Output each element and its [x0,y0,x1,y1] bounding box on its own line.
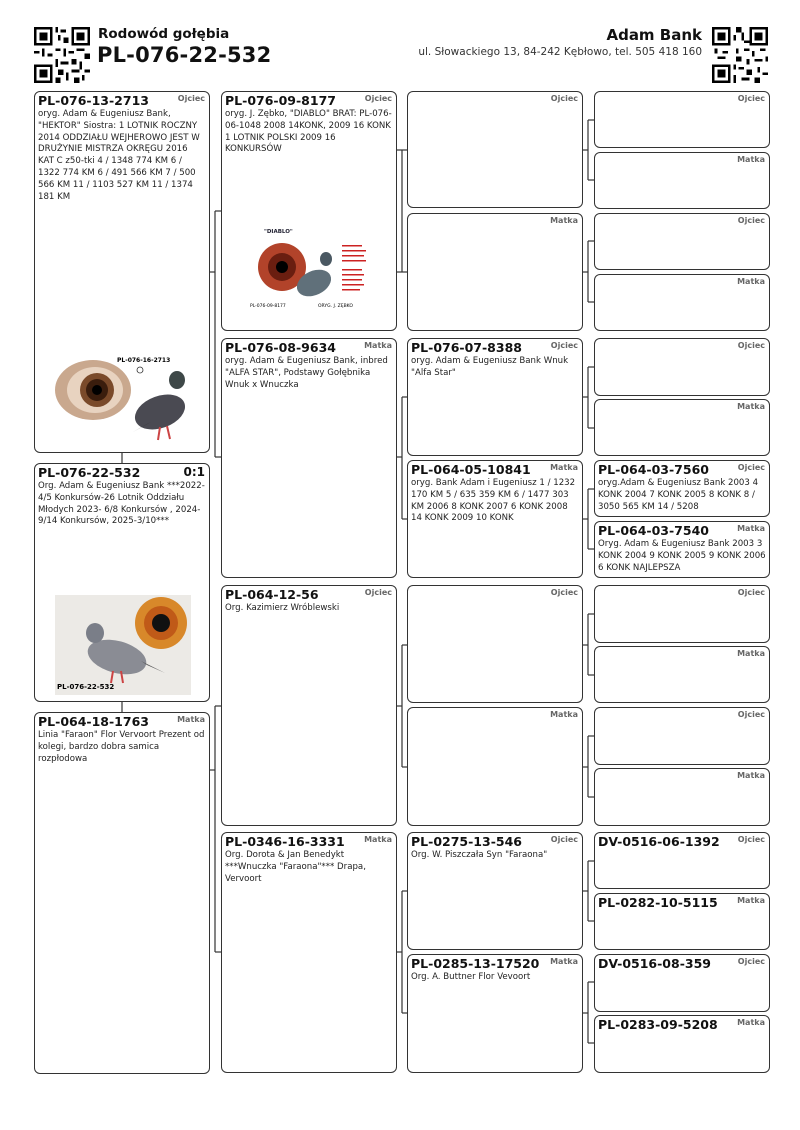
pigeon-description: oryg.Adam & Eugeniusz Bank 2003 4 KONK 2004 7 KONK 2005 8 KONK 8 / 3050 565 KM 14 / 5208 [598,478,759,512]
document-subtitle: Rodowód gołębia [98,26,230,42]
sex-label: Ojciec [550,94,578,103]
photo-owner: ORYG. J. ZĘBKO [318,304,353,309]
pigeon-ring-number: PL-076-09-8177 [225,93,336,108]
sex-label: Ojciec [364,94,392,103]
pigeon-ring-number: PL-064-12-56 [225,587,319,602]
pedigree-box-fmm [407,460,583,578]
sex-label: Ojciec [737,341,765,350]
pigeon-description: Org. Dorota & Jan Benedykt ***Wnuczka "Faraona"*** Drapa, Vervoort [225,850,366,884]
pedigree-box-mmm [407,954,583,1073]
sex-label: Ojciec [550,835,578,844]
photo-ring: PL-076-09-8177 [250,304,286,309]
pigeon-description: oryg. Adam & Eugeniusz Bank, inbred "ALFA STAR", Podstawy Gołębnika Wnuk x Wnuczka [225,356,388,390]
pedigree-box-mmmm [594,1015,770,1073]
sex-label: Ojciec [737,463,765,472]
pedigree-box-g4-4 [594,274,770,331]
pedigree-box-g4-12 [594,768,770,826]
pedigree-box-mmf [407,832,583,950]
sex-label: Matka [550,216,578,225]
subject-photo [55,595,191,695]
pedigree-box-mfx [407,585,583,703]
sex-label: Ojciec [737,94,765,103]
sex-label: Ojciec [737,588,765,597]
sex-label: Ojciec [364,588,392,597]
pedigree-box-mmfm [594,893,770,950]
pedigree-box-fm [221,338,397,578]
pedigree-box-father [34,91,210,453]
pedigree-box-g4-6 [594,399,770,456]
pigeon-ring-number: PL-076-07-8388 [411,340,522,355]
pigeon-ring-number: PL-064-03-7540 [598,523,709,538]
pedigree-box-subject [34,463,210,702]
sex-label: Matka [550,710,578,719]
photo-caption: PL-076-22-532 [57,683,115,691]
pigeon-ring-number: PL-0346-16-3331 [225,834,345,849]
pedigree-box-g4-5 [594,338,770,396]
document-title-ring-number: PL-076-22-532 [97,43,272,67]
subject-score: 0:1 [183,465,205,479]
pigeon-ring-number: PL-0285-13-17520 [411,956,540,971]
sex-label: Ojciec [550,588,578,597]
pedigree-box-ffx [407,91,583,208]
sex-label: Matka [737,649,765,658]
owner-address: ul. Słowackiego 13, 84-242 Kębłowo, tel. 505 418 160 [418,46,702,58]
pigeon-description: oryg. J. Zębko, "DIABLO" BRAT: PL-076-06-1048 2008 14KONK, 2009 16 KONK 1 LOTNIK POLSKI 2009 16 KONKURSÓW [225,109,392,155]
pigeon-ring-number: PL-064-18-1763 [38,714,149,729]
pedigree-box-mm [221,832,397,1073]
sex-label: Matka [737,524,765,533]
pedigree-box-fmmm [594,521,770,578]
sex-label: Ojciec [737,957,765,966]
sex-label: Ojciec [550,341,578,350]
pedigree-box-ff [221,91,397,331]
pedigree-box-g4-2 [594,152,770,209]
pedigree-box-g4-10 [594,646,770,703]
pigeon-ring-number: PL-0283-09-5208 [598,1017,718,1032]
pedigree-box-mother [34,712,210,1074]
pedigree-box-g4-11 [594,707,770,765]
pedigree-box-g4-1 [594,91,770,148]
pigeon-description: Org. Kazimierz Wróblewski [225,603,340,613]
photo-title: "DIABLO" [264,229,293,235]
sex-label: Ojciec [177,94,205,103]
sex-label: Matka [737,1018,765,1027]
pedigree-box-ffy [407,213,583,331]
sex-label: Ojciec [737,216,765,225]
pedigree-box-mmff [594,832,770,889]
pigeon-photo [55,352,195,447]
sex-label: Matka [364,341,392,350]
sex-label: Matka [737,896,765,905]
pedigree-box-mmmf [594,954,770,1012]
pedigree-box-fmf [407,338,583,456]
sex-label: Matka [550,957,578,966]
pedigree-box-mfy [407,707,583,826]
owner-name: Adam Bank [606,26,702,44]
pigeon-ring-number: PL-064-05-10841 [411,462,531,477]
pigeon-ring-number: PL-076-13-2713 [38,93,149,108]
sex-label: Matka [550,463,578,472]
sex-label: Matka [737,155,765,164]
pigeon-photo [248,225,372,321]
sex-label: Ojciec [737,710,765,719]
pedigree-box-g4-9 [594,585,770,643]
pigeon-description: Linia "Faraon" Flor Vervoort Prezent od kolegi, bardzo dobra samica rozpłodowa [38,730,205,764]
pigeon-description: oryg. Bank Adam i Eugeniusz 1 / 1232 170 KM 5 / 635 359 KM 6 / 1477 303 KM 2006 8 KONK 2007 6 KONK 2008 14 KONK 2009 10 KONK [411,478,576,524]
sex-label: Matka [737,402,765,411]
pigeon-description: Org. W. Piszczała Syn "Faraona" [411,850,548,860]
pigeon-ring-number: PL-064-03-7560 [598,462,709,477]
pigeon-description: Oryg. Adam & Eugeniusz Bank 2003 3 KONK 2004 9 KONK 2005 9 KONK 2006 6 KONK NAJLEPSZA [598,539,766,573]
subject-ring-number: PL-076-22-532 [38,465,141,480]
sex-label: Matka [737,771,765,780]
pigeon-ring-number: DV-0516-08-359 [598,956,711,971]
pigeon-ring-number: PL-076-08-9634 [225,340,336,355]
pedigree-box-mf [221,585,397,826]
subject-description: Org. Adam & Eugeniusz Bank ***2022- 4/5 Konkursów-26 Lotnik Oddziału Młodych 2023- 6/8 Konkursów , 2024-9/14 Konkursów, 2025-3/10*** [38,481,205,527]
photo-caption: PL-076-16-2713 [117,357,171,364]
pigeon-ring-number: PL-0282-10-5115 [598,895,718,910]
pigeon-ring-number: PL-0275-13-546 [411,834,522,849]
pigeon-description: oryg. Adam & Eugeniusz Bank Wnuk "Alfa Star" [411,356,569,378]
sex-label: Ojciec [737,835,765,844]
pedigree-box-fmmf [594,460,770,517]
pedigree-box-g4-3 [594,213,770,270]
pigeon-ring-number: DV-0516-06-1392 [598,834,720,849]
pigeon-description: oryg. Adam & Eugeniusz Bank, "HEKTOR" Siostra: 1 LOTNIK ROCZNY 2014 ODDZIAŁU WEJHEROWO JEST W DRUŻYNIE MISTRZA OKRĘGU 2016 KAT C z50-tki 4 / 1348 774 KM 6 / 1322 774 KM 6 / 491 566 KM 7 / 500 566 KM 11 / 1103 527 KM 11 / 1374 181 KM [38,109,200,202]
sex-label: Matka [364,835,392,844]
sex-label: Matka [737,277,765,286]
pigeon-description: Org. A. Buttner Flor Vevoort [411,972,531,982]
sex-label: Matka [177,715,205,724]
